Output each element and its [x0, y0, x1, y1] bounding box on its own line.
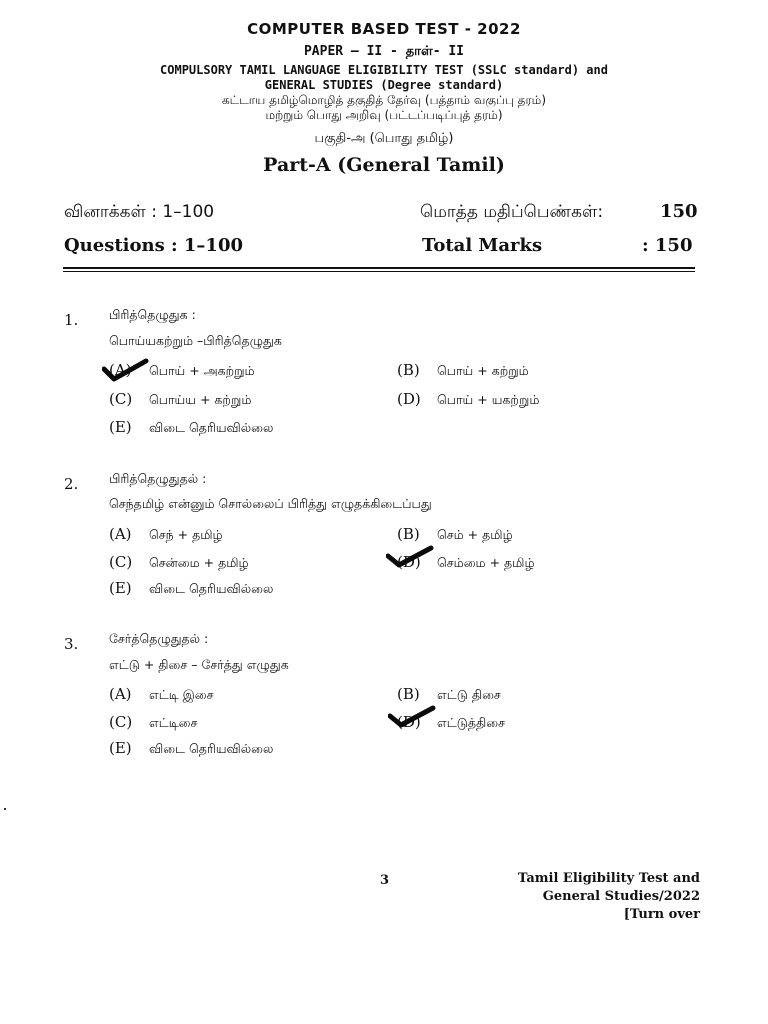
option-text: பொய் + அகற்றும்: [149, 363, 255, 378]
questions-range-english: Questions : 1–100: [64, 235, 244, 256]
divider-thin: [63, 271, 695, 272]
option-text: விடை தெரியவில்லை: [149, 420, 274, 435]
total-marks-value-english: : 150: [642, 235, 693, 256]
option-e[interactable]: [109, 418, 273, 437]
option-text: பொய்ய + கற்றும்: [149, 392, 252, 407]
paper-title: PAPER – II - தாள்- II: [303, 44, 465, 59]
option-letter: (E): [109, 418, 132, 436]
footer-line-2: General Studies/2022: [542, 889, 700, 904]
checkmark-icon: [388, 704, 436, 728]
question-prompt: செந்தமிழ் என்னும் சொல்லைப் பிரித்து எழுதக்கிடைப்பது: [109, 496, 432, 511]
option-text: பொய் + கற்றும்: [437, 363, 529, 378]
scan-speck: [4, 808, 6, 810]
option-b[interactable]: [397, 685, 501, 704]
page-number: 3: [380, 873, 390, 888]
question-prompt: எட்டு + திசை – சேர்த்து எழுதுக: [109, 657, 289, 672]
checkmark-icon: [386, 544, 434, 568]
compulsory-line-2: GENERAL STUDIES (Degree standard): [264, 78, 504, 92]
total-marks-label-english: Total Marks: [422, 235, 543, 256]
tamil-title-line-2: மற்றும் பொது அறிவு (பட்டப்படிப்புத் தரம்): [265, 108, 503, 122]
option-b[interactable]: [397, 525, 513, 544]
option-e[interactable]: [109, 579, 273, 598]
option-c[interactable]: [109, 713, 197, 732]
test-title: COMPUTER BASED TEST - 2022: [247, 20, 521, 38]
total-marks-value-tamil: 150: [660, 201, 698, 222]
option-b[interactable]: [397, 361, 529, 380]
option-letter: (D): [397, 553, 421, 571]
option-letter: (C): [109, 553, 133, 571]
option-letter: (D): [397, 713, 421, 731]
part-title-tamil: பகுதி-அ (பொது தமிழ்): [314, 131, 454, 146]
option-letter: (C): [109, 713, 133, 731]
total-marks-label-tamil: மொத்த மதிப்பெண்கள்:: [420, 202, 604, 222]
option-text: எட்டு திசை: [437, 687, 501, 702]
question-number: 1.: [64, 311, 79, 329]
option-letter: (B): [397, 525, 420, 543]
option-text: எட்டிசை: [149, 715, 198, 730]
option-d[interactable]: [397, 390, 539, 409]
option-text: விடை தெரியவில்லை: [149, 741, 274, 756]
option-letter: (A): [109, 525, 132, 543]
question-instruction: பிரித்தெழுதுக :: [109, 307, 196, 322]
option-letter: (C): [109, 390, 133, 408]
option-a[interactable]: [109, 685, 214, 704]
option-text: செம் + தமிழ்: [437, 527, 513, 542]
option-text: எட்டி இசை: [149, 687, 214, 702]
option-letter: (D): [397, 390, 421, 408]
option-letter: (E): [109, 739, 132, 757]
questions-range-tamil: வினாக்கள் : 1–100: [64, 202, 215, 222]
option-letter: (B): [397, 685, 420, 703]
footer-line-1: Tamil Eligibility Test and: [517, 871, 700, 886]
option-text: விடை தெரியவில்லை: [149, 581, 274, 596]
option-letter: (A): [109, 361, 132, 379]
part-title-english: Part-A (General Tamil): [263, 154, 505, 176]
option-text: செம்மை + தமிழ்: [437, 555, 535, 570]
option-text: எட்டுத்திசை: [437, 715, 505, 730]
compulsory-line-1: COMPULSORY TAMIL LANGUAGE ELIGIBILITY TEST (SSLC standard) and: [160, 63, 608, 77]
question-number: 3.: [64, 635, 79, 653]
question-prompt: பொய்யகற்றும் –பிரித்தெழுதுக: [109, 333, 282, 348]
option-text: செந் + தமிழ்: [149, 527, 223, 542]
tamil-title-line-1: கட்டாய தமிழ்மொழித் தகுதித் தேர்வு (பத்தாம் வகுப்பு தரம்): [221, 93, 546, 107]
option-letter: (E): [109, 579, 132, 597]
option-letter: (A): [109, 685, 132, 703]
option-text: பொய் + யகற்றும்: [437, 392, 540, 407]
option-c[interactable]: [109, 390, 251, 409]
checkmark-icon: [102, 358, 150, 382]
divider-thick: [63, 267, 695, 269]
footer-title: [518, 870, 700, 924]
question-instruction: பிரித்தெழுதுதல் :: [109, 471, 207, 486]
option-a[interactable]: [109, 525, 223, 544]
option-e[interactable]: [109, 739, 273, 758]
footer-line-3: [Turn over: [623, 907, 700, 922]
option-c[interactable]: [109, 553, 249, 572]
option-letter: (B): [397, 361, 420, 379]
question-number: 2.: [64, 475, 79, 493]
question-instruction: சேர்த்தெழுதுதல் :: [109, 631, 209, 646]
option-text: சென்மை + தமிழ்: [149, 555, 249, 570]
